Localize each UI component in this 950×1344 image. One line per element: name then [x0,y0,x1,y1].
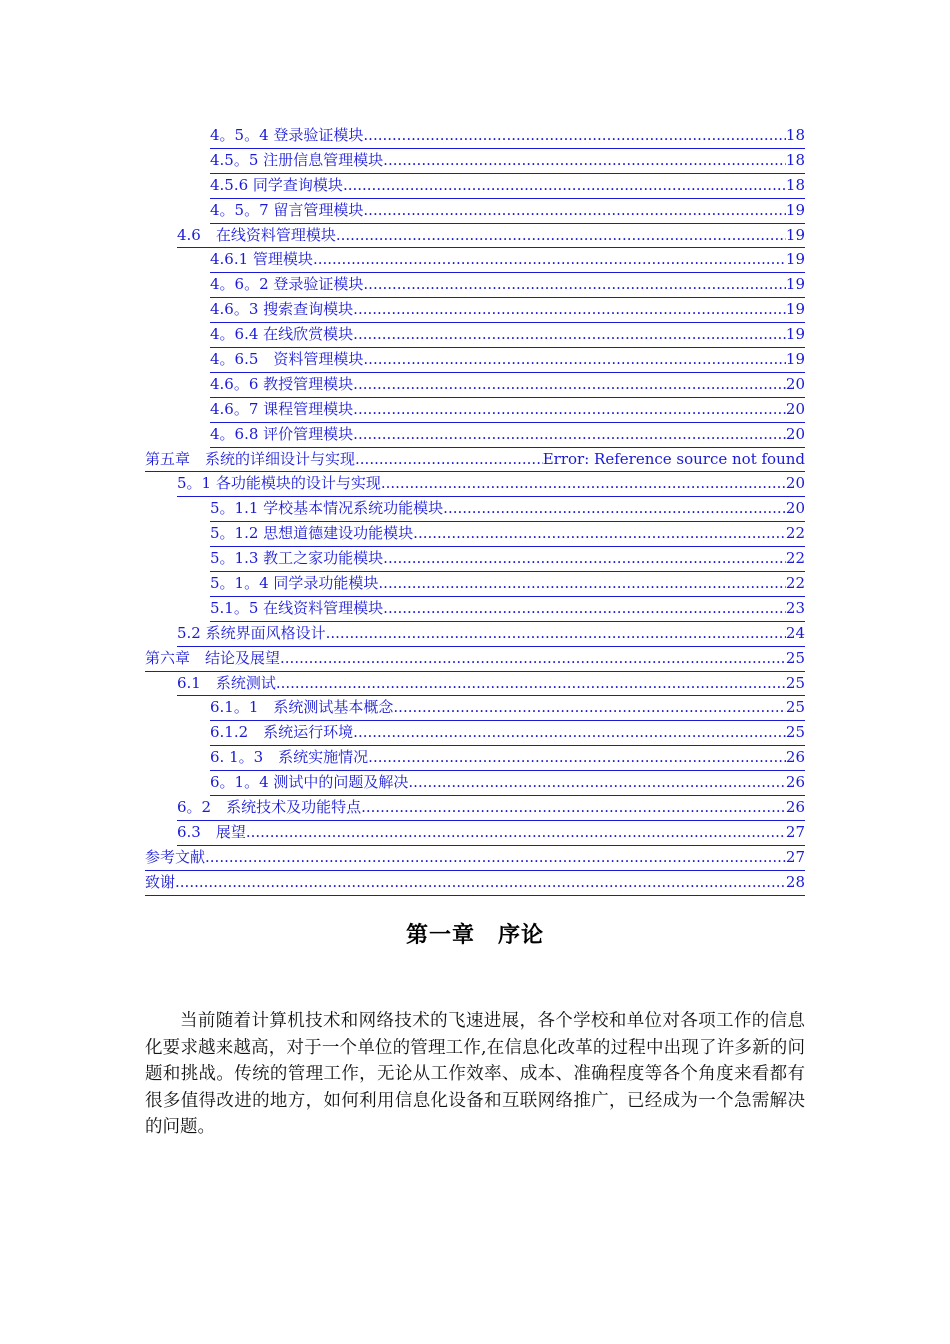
toc-entry-title: 4.6 在线资料管理模块 [177,225,336,244]
toc-dot-leader [353,423,786,446]
toc-page-number: 27 [785,822,805,841]
toc-page-number: 23 [785,598,805,617]
toc-dot-leader [280,647,786,670]
toc-entry-link[interactable] [210,771,805,796]
toc-page-number: 19 [785,250,805,269]
toc-entry-title: 第五章 系统的详细设计与实现 [145,449,356,468]
toc-entry-link[interactable] [210,522,805,547]
toc-page-number: 26 [785,798,805,817]
toc-entry-link[interactable] [210,572,805,597]
toc-entry-title: 5。1。4 同学录功能模块 [210,574,379,593]
toc-page-number: 19 [785,350,805,369]
toc-entry-link[interactable] [210,199,805,224]
toc-page-number: 22 [785,549,805,568]
toc-page-number: 19 [785,225,805,244]
toc-entry-link[interactable] [210,746,805,771]
toc-page-number: 18 [785,150,805,169]
toc-entry-title: 5。1 各功能模块的设计与实现 [177,474,381,493]
toc-dot-leader [353,323,786,346]
toc-entry-link[interactable] [177,472,805,497]
toc-dot-leader [246,821,786,844]
toc-entry-title: 4。6。2 登录验证模块 [210,275,364,294]
toc-page-number: 18 [785,126,805,144]
toc-page-number: 25 [785,698,805,717]
toc-entry-title: 致谢 [145,872,176,891]
toc-entry-title: 6. 1。3 系统实施情况 [210,748,369,767]
toc-entry-title: 4.6。3 搜索查询模块 [210,300,354,319]
toc-entry-title: 6。1。4 测试中的问题及解决 [210,773,409,792]
toc-dot-leader [393,696,786,719]
toc-entry-title: 4。6.5 资料管理模块 [210,350,364,369]
toc-dot-leader [381,472,786,495]
toc-dot-leader [363,273,786,296]
toc-entry-title: 4.6。6 教授管理模块 [210,374,354,393]
toc-dot-leader [353,298,786,321]
toc-entry-link[interactable] [177,622,805,647]
toc-entry-title: 4。5。7 留言管理模块 [210,200,364,219]
toc-entry-title: 4。6.4 在线欣赏模块 [210,325,354,344]
toc-entry-link[interactable] [210,248,805,273]
toc-page-number: 26 [785,773,805,792]
toc-entry-link[interactable] [210,149,805,174]
toc-dot-leader [363,199,786,222]
toc-page-number: 22 [785,574,805,593]
toc-page-number: 25 [785,723,805,742]
toc-entry-link[interactable] [210,124,805,149]
toc-entry-link[interactable] [145,871,805,896]
toc-page-number: 19 [785,300,805,319]
toc-dot-leader [276,672,786,695]
toc-dot-leader [326,622,786,645]
toc-page-number: 24 [785,623,805,642]
toc-entry-title: 6.1.2 系统运行环境 [210,723,354,742]
toc-entry-title: 5。1.1 学校基本情况系统功能模块 [210,499,444,518]
toc-page-number: 19 [785,275,805,294]
toc-dot-leader [343,174,786,197]
toc-page-number: 18 [785,175,805,194]
toc-entry-link[interactable] [210,696,805,721]
toc-entry-link[interactable] [210,273,805,298]
toc-entry-link[interactable] [210,174,805,199]
toc-page-number: 25 [785,648,805,667]
toc-dot-leader [383,149,786,172]
toc-dot-leader [175,871,786,894]
toc-page-number: 20 [785,399,805,418]
toc-dot-leader [353,398,786,421]
chapter-heading: 第一章 序论 [405,922,544,948]
toc-page-number: 19 [785,200,805,219]
toc-dot-leader [408,771,786,794]
toc-entry-link[interactable] [177,224,805,249]
toc-entry-link[interactable] [177,796,805,821]
toc-entry-link[interactable] [210,298,805,323]
toc-page-number: 20 [785,424,805,443]
toc-entry-title: 5.1。5 在线资料管理模块 [210,598,384,617]
toc-entry-title: 5。1.3 教工之家功能模块 [210,549,384,568]
toc-entry-link[interactable] [177,672,805,697]
toc-entry-link[interactable] [145,448,805,473]
toc-entry-link[interactable] [210,323,805,348]
toc-page-number: 27 [785,847,805,866]
toc-entry-link[interactable] [210,547,805,572]
toc-entry-title: 4.6。7 课程管理模块 [210,399,354,418]
toc-entry-title: 6.1。1 系统测试基本概念 [210,698,394,717]
toc-entry-title: 4.5。5 注册信息管理模块 [210,150,384,169]
toc-entry-link[interactable] [210,423,805,448]
toc-entry-title: 4.6.1 管理模块 [210,250,313,269]
toc-dot-leader [443,497,786,520]
toc-page-number: 25 [785,673,805,692]
toc-entry-title: 4。6.8 评价管理模块 [210,424,354,443]
toc-entry-link[interactable] [210,497,805,522]
toc-dot-leader [355,448,543,471]
toc-page-number: Error: Reference source not found [542,449,805,468]
toc-page-number: 19 [785,325,805,344]
toc-page-number: 28 [785,872,805,891]
toc-page-number: 26 [785,748,805,767]
toc-dot-leader [313,248,786,271]
toc-entry-title: 4。5。4 登录验证模块 [210,126,364,144]
toc-entry-link[interactable] [145,647,805,672]
toc-dot-leader [413,522,786,545]
toc-entry-link[interactable] [210,721,805,746]
toc-dot-leader [378,572,786,595]
table-of-contents [145,124,805,896]
toc-dot-leader [383,597,786,620]
toc-dot-leader [353,721,786,744]
toc-dot-leader [336,224,786,247]
toc-entry-link[interactable] [210,398,805,423]
toc-dot-leader [205,846,786,869]
toc-entry-link[interactable] [210,373,805,398]
toc-page-number: 20 [785,474,805,493]
toc-entry-title: 第六章 结论及展望 [145,648,281,667]
toc-dot-leader [363,348,786,371]
toc-dot-leader [383,547,786,570]
toc-dot-leader [363,124,786,147]
toc-page-number: 20 [785,374,805,393]
toc-entry-title: 5。1.2 思想道德建设功能模块 [210,524,414,543]
toc-dot-leader [361,796,786,819]
toc-entry-title: 6。2 系统技术及功能特点 [177,798,362,817]
body-paragraph: 当前随着计算机技术和网络技术的飞速进展，各个学校和单位对各项工作的信息化要求越来越高，对于一个单位的管理工作,在信息化改革的过程中出现了许多新的问题和挑战。传统的管理工作，无论从工作效率、成本、准确程度等各个角度来看都有很多值得改进的地方，如何利用信息化设备和互联网络推广，已经成为一个急需解决的问题。 [145,1011,805,1137]
toc-entry-title: 6.3 展望 [177,822,246,841]
toc-entry-link[interactable] [145,846,805,871]
toc-dot-leader [368,746,786,769]
toc-entry-link[interactable] [177,821,805,846]
toc-page-number: 20 [785,499,805,518]
toc-entry-title: 5.2 系统界面风格设计 [177,623,326,642]
toc-entry-link[interactable] [210,348,805,373]
toc-entry-title: 6.1 系统测试 [177,673,276,692]
toc-entry-title: 参考文献 [145,847,206,866]
toc-page-number: 22 [785,524,805,543]
toc-dot-leader [353,373,786,396]
toc-entry-link[interactable] [210,597,805,622]
toc-entry-title: 4.5.6 同学查询模块 [210,175,343,194]
